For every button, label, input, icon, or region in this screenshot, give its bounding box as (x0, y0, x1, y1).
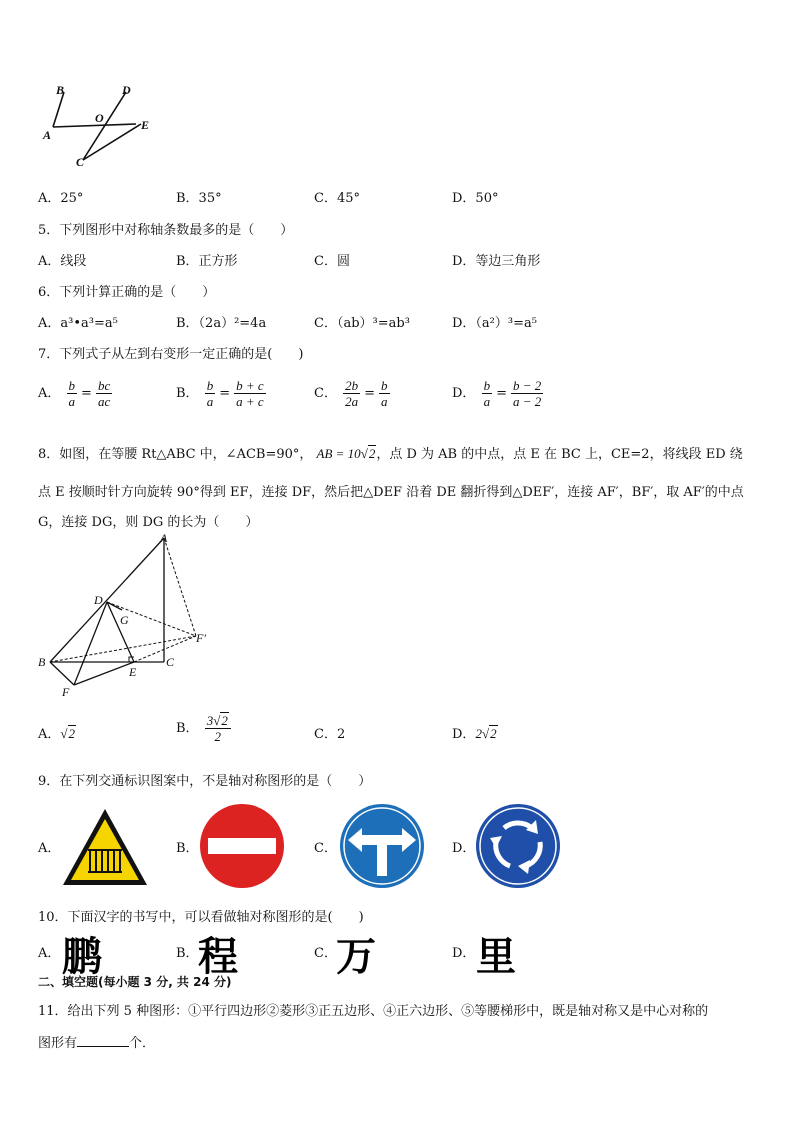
q8-line1-part-a: 8．如图，在等腰 Rt△ABC 中，∠ACB=90°， (38, 447, 313, 462)
q5-option-d: D．等边三角形 (452, 254, 541, 269)
q9-letter-d: D． (452, 841, 476, 856)
q7-b-left-fraction: $\frac{b}{a}$ (206, 378, 214, 409)
q8-label-d: D (94, 593, 103, 607)
turn-left-right-sign-icon (338, 802, 426, 890)
q8-ab-value: AB = 10 (316, 446, 361, 461)
q7-letter-d: D． (452, 386, 476, 401)
q10-stem: 10．下面汉字的书写中，可以看做轴对称图形的是( ) (38, 910, 364, 925)
q9-letter-b: B． (176, 841, 199, 856)
q5-option-b: B．正方形 (176, 254, 238, 269)
q8-figure (36, 530, 216, 700)
q10-letter-d: D． (452, 946, 476, 961)
q8-letter-d: D． (452, 727, 476, 742)
q9-letter-c: C． (314, 841, 337, 856)
q9-letter-a: A． (38, 841, 61, 856)
q10-char-b: 程 (198, 934, 238, 980)
q7-c-left-fraction: $\frac{2b}{2a}$ (345, 378, 359, 409)
q8-option-c: C．2 (314, 727, 346, 742)
q10-char-c: 万 (336, 934, 376, 980)
q11-stem-line1: 11．给出下列 5 种图形：①平行四边形②菱形③正五边形、④正六边形、⑤等腰梯形中，既是轴对称又是中心对称的 (38, 1004, 709, 1019)
q7-d-left-fraction: $\frac{b}{a}$ (483, 378, 491, 409)
q8-label-f-prime: F′ (196, 631, 206, 645)
q4-label-a: A (43, 128, 52, 142)
q8-label-b: B (38, 655, 46, 669)
q8-stem-line1 (38, 443, 743, 462)
q11-line2-part-a: 图形有 (38, 1036, 78, 1051)
q6-stem: 6．下列计算正确的是（ ） (38, 285, 216, 300)
q8-option-d: D．2√2 (452, 726, 497, 742)
q4-option-b: B．35° (176, 191, 222, 206)
q5-stem: 5．下列图形中对称轴条数最多的是（ ） (38, 223, 294, 238)
no-entry-sign-icon (198, 802, 286, 890)
section-2-heading: 二、填空题(每小题 3 分, 共 24 分) (38, 975, 232, 989)
q6-option-b: B．（2a）²=4a (176, 316, 267, 331)
warning-triangle-sign-icon (60, 806, 150, 888)
q7-d-right-fraction: $\frac{b - 2}{a - 2}$ (512, 378, 542, 409)
q8-b-fraction: $\frac{3√2}{2}$ (205, 713, 231, 744)
q4-option-c: C．45° (314, 191, 360, 206)
q6-option-c: C．（ab）³=ab³ (314, 316, 410, 331)
q8-a-sqrt: √2 (60, 726, 76, 741)
q8-label-g: G (120, 613, 129, 627)
q11-answer-blank[interactable] (77, 1034, 129, 1047)
q7-b-right-fraction: $\frac{b + c}{a + c}$ (236, 378, 264, 409)
q8-label-e: E (129, 665, 137, 679)
q10-char-a: 鹏 (62, 934, 102, 980)
q7-option-a: A． $\frac{b}{a}$ = $\frac{bc}{ac}$ (38, 378, 111, 409)
q7-a-left-fraction: $\frac{b}{a}$ (68, 378, 76, 409)
q4-option-a: A．25° (38, 191, 84, 206)
q8-line1-part-c: ，点 D 为 AB 的中点，点 E 在 BC 上，CE=2，将线段 ED 绕 (376, 447, 743, 462)
q4-label-o: O (95, 111, 104, 125)
q10-char-d: 里 (476, 934, 516, 980)
q7-letter-a: A． (38, 386, 61, 401)
q4-label-c: C (76, 155, 85, 169)
q7-option-b: B． $\frac{b}{a}$ = $\frac{b + c}{a + c}$ (176, 378, 264, 409)
q10-letter-c: C． (314, 946, 337, 961)
q4-option-d: D．50° (452, 191, 499, 206)
q11-line2-part-b: 个． (129, 1036, 156, 1051)
q7-option-c: C． $\frac{2b}{2a}$ = $\frac{b}{a}$ (314, 378, 388, 409)
q8-option-b (176, 713, 233, 744)
q8-label-a: A (160, 531, 168, 545)
q8-d-sqrt: √2 (481, 726, 497, 741)
q8-label-c: C (166, 655, 175, 669)
q8-letter-b: B． (176, 721, 199, 736)
q9-stem: 9．在下列交通标识图案中，不是轴对称图形的是（ ） (38, 774, 372, 789)
q8-option-a (38, 723, 76, 742)
roundabout-sign-icon (474, 802, 562, 890)
q5-option-c: C．圆 (314, 254, 350, 269)
q7-letter-b: B． (176, 386, 199, 401)
q5-option-a: A．线段 (38, 254, 87, 269)
q6-option-a: A．a³•a³=a⁵ (38, 316, 118, 331)
q4-figure (38, 82, 168, 172)
q7-a-right-fraction: $\frac{bc}{ac}$ (97, 378, 111, 409)
q8-letter-a: A． (38, 727, 61, 742)
q8-stem-line3: G，连接 DG，则 DG 的长为（ ） (38, 515, 259, 530)
q8-label-f: F (62, 685, 70, 699)
q6-option-d: D．（a²）³=a⁵ (452, 316, 537, 331)
q7-stem: 7．下列式子从左到右变形一定正确的是( ) (38, 347, 304, 362)
q4-label-b: B (56, 83, 65, 97)
q4-label-d: D (122, 83, 131, 97)
q10-letter-b: B． (176, 946, 199, 961)
q11-stem-line2 (38, 1032, 155, 1051)
q4-label-e: E (141, 118, 150, 132)
q7-c-right-fraction: $\frac{b}{a}$ (381, 378, 388, 409)
q7-option-d: D． $\frac{b}{a}$ = $\frac{b - 2}{a - 2}$ (452, 378, 542, 409)
q7-letter-c: C． (314, 386, 337, 401)
q8-sqrt-2: √2 (360, 446, 376, 461)
q10-letter-a: A． (38, 946, 61, 961)
q8-stem-line2: 点 E 按顺时针方向旋转 90°得到 EF，连接 DF，然后把△DEF 沿着 DE 翻折得到△DEF′，连接 AF′，BF′，取 AF′的中点 (38, 485, 744, 500)
